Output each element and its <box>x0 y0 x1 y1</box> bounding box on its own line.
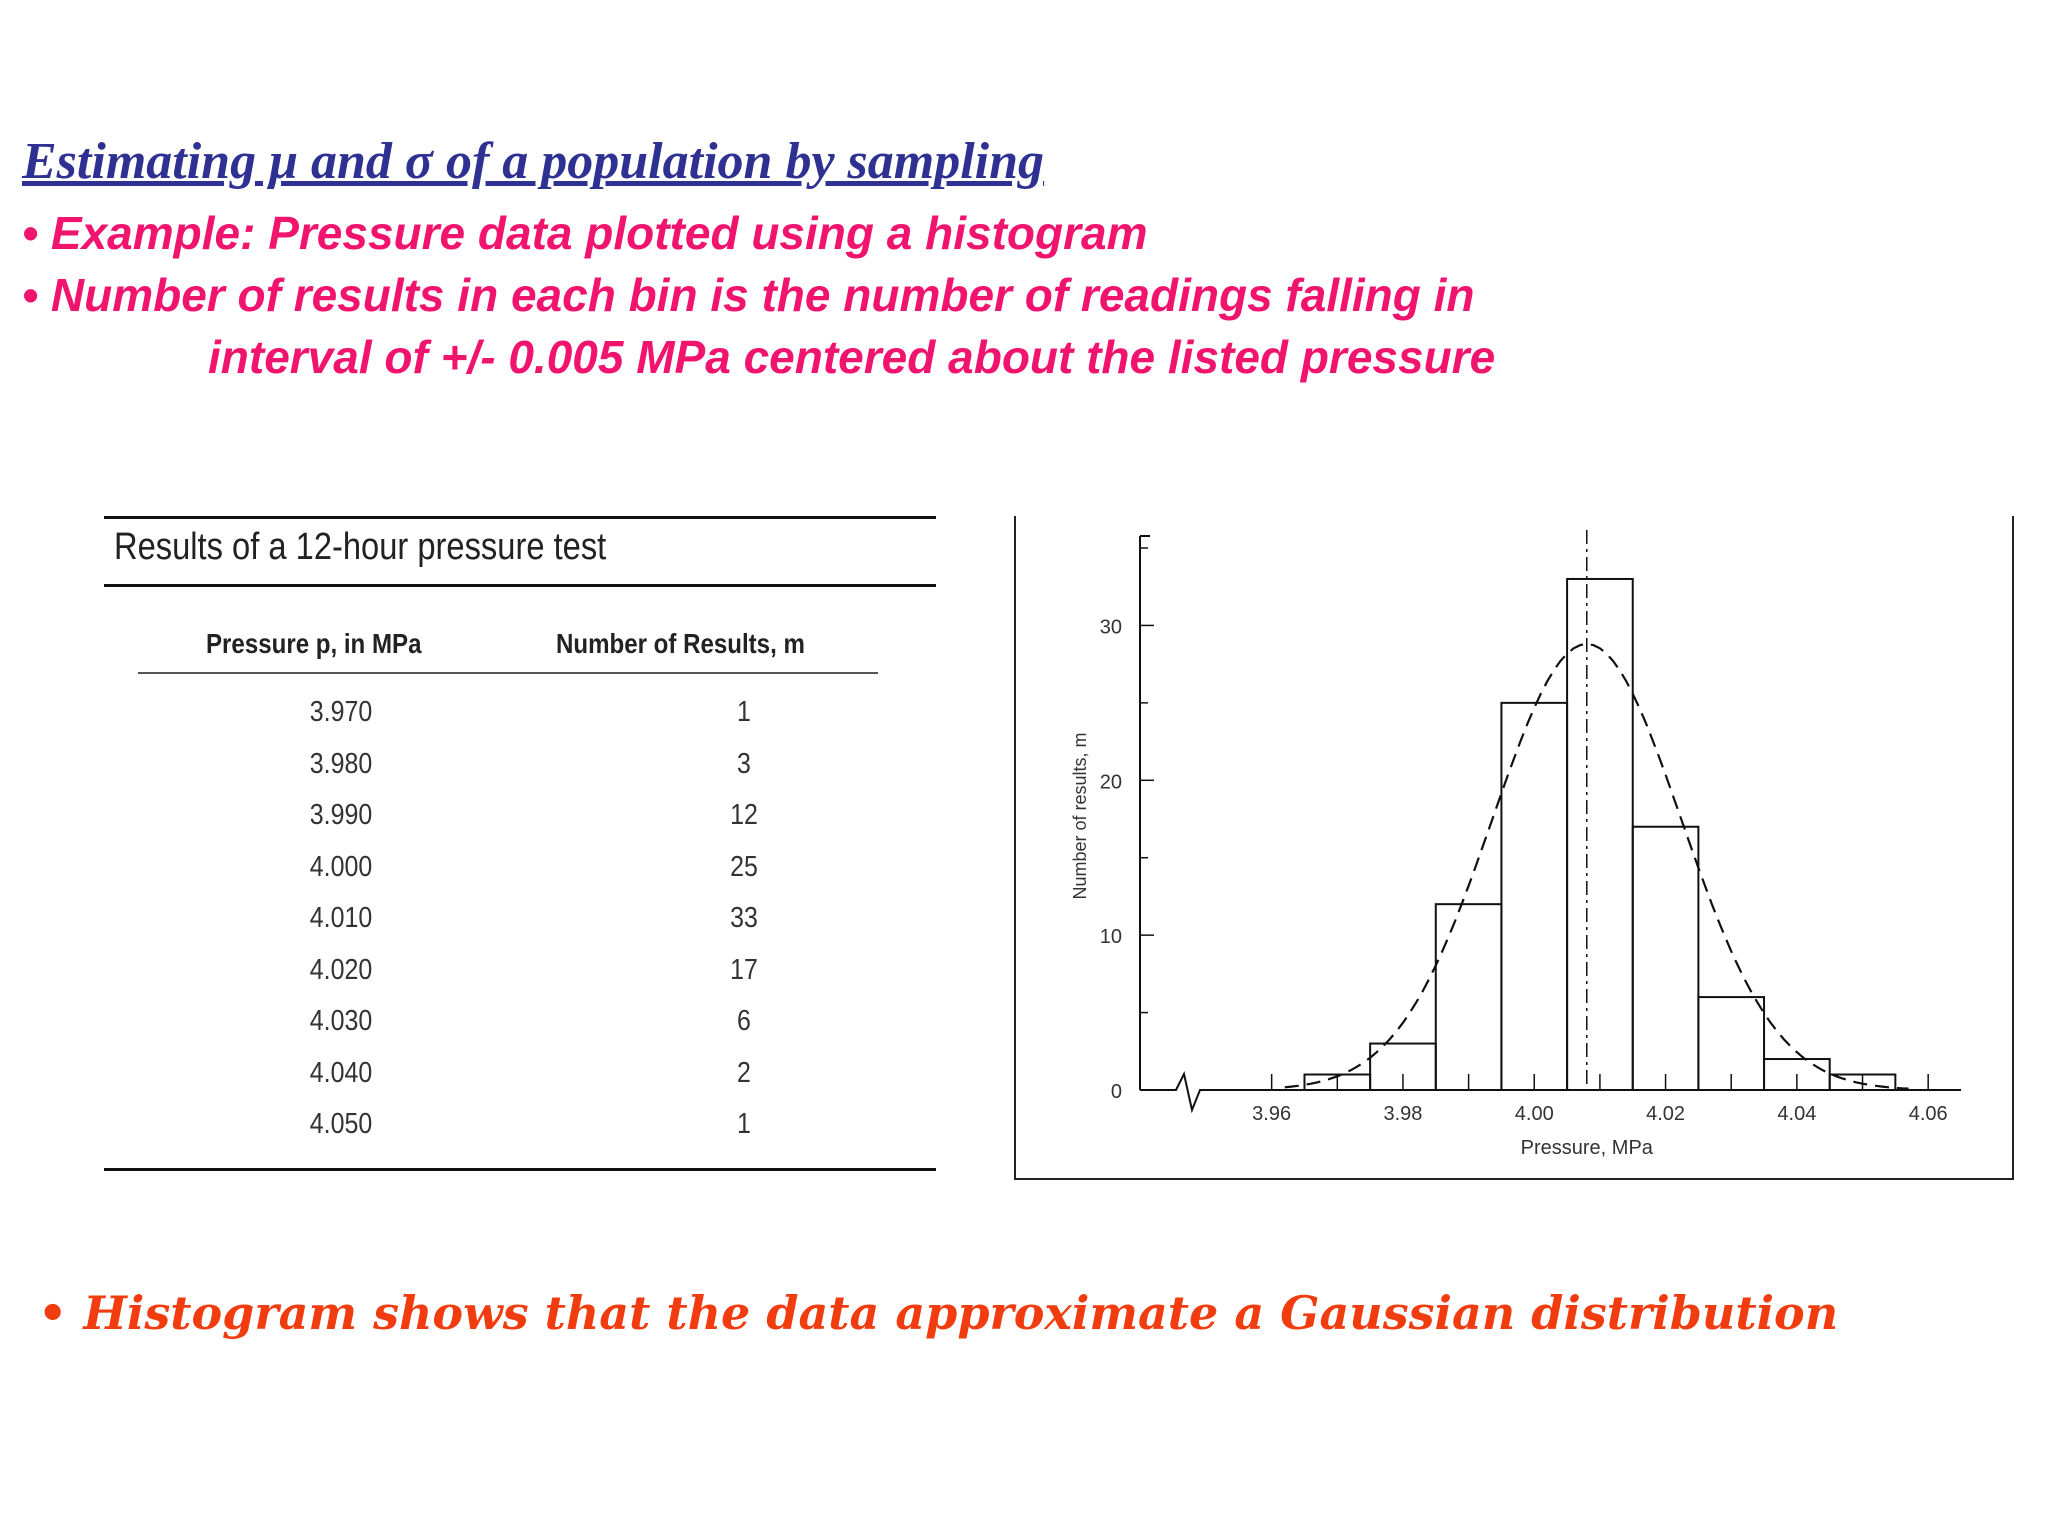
bullet-bins-line2: interval of +/- 0.005 MPa centered about the listed pressure <box>208 331 1496 383</box>
table-row <box>104 1057 936 1097</box>
header-pressure: Pressure p, in MPa <box>206 628 422 659</box>
x-tick-label: 3.96 <box>1252 1103 1292 1125</box>
table-row <box>104 851 936 891</box>
histogram-bar <box>1567 579 1633 1090</box>
cell-pressure: 4.010 <box>309 902 373 934</box>
table-header-rule <box>138 672 878 674</box>
table-row <box>104 696 936 736</box>
table-row <box>104 748 936 788</box>
table-top-rule <box>104 516 936 519</box>
cell-count: 2 <box>737 1056 751 1089</box>
y-tick-label: 30 <box>1099 616 1122 639</box>
histogram-chart <box>1016 516 2012 1178</box>
cell-pressure: 4.020 <box>309 953 373 986</box>
table-row <box>104 954 936 994</box>
slide-title: Estimating μ and σ of a population by sampling <box>22 133 1045 190</box>
histogram-bar <box>1436 904 1502 1090</box>
x-tick-label: 4.06 <box>1908 1103 1948 1125</box>
y-tick-label: 10 <box>1099 926 1122 949</box>
cell-pressure: 3.980 <box>309 747 373 780</box>
cell-count: 1 <box>737 1108 751 1140</box>
x-axis-label: Pressure, MPa <box>1520 1137 1653 1159</box>
histogram-frame <box>1014 516 2014 1180</box>
cell-pressure: 4.030 <box>309 1005 373 1037</box>
cell-count: 25 <box>730 850 758 883</box>
gaussian-curve <box>1285 644 1909 1089</box>
cell-count: 33 <box>730 902 758 934</box>
x-tick-label: 4.00 <box>1514 1103 1554 1125</box>
histogram-bar <box>1633 827 1699 1090</box>
y-axis-label: Number of results, m <box>1070 732 1090 900</box>
x-tick-label: 3.98 <box>1383 1103 1423 1125</box>
table-bottom-rule <box>104 1168 936 1171</box>
bullet-conclusion: • Histogram shows that the data approximate a Gaussian distribution <box>38 1286 1839 1340</box>
header-count: Number of Results, m <box>556 628 805 659</box>
cell-pressure: 3.990 <box>309 799 373 831</box>
table-title-rule <box>104 584 936 587</box>
y-tick-label: 0 <box>1110 1081 1122 1103</box>
x-tick-label: 4.02 <box>1646 1103 1686 1125</box>
cell-count: 17 <box>730 953 758 986</box>
bullet-bins-line1: • Number of results in each bin is the number of readings falling in <box>22 269 1475 321</box>
table-title: Results of a 12-hour pressure test <box>114 526 607 568</box>
table-row <box>104 902 936 942</box>
table-row <box>104 1108 936 1148</box>
cell-pressure: 4.040 <box>309 1056 373 1089</box>
y-tick-label: 20 <box>1099 771 1122 794</box>
cell-pressure: 3.970 <box>309 696 373 728</box>
bullet-example: • Example: Pressure data plotted using a histogram <box>22 207 1148 259</box>
pressure-table <box>104 516 936 1172</box>
table-row <box>104 799 936 839</box>
cell-count: 3 <box>737 747 751 780</box>
table-row <box>104 1005 936 1045</box>
cell-count: 12 <box>730 799 758 831</box>
cell-pressure: 4.050 <box>309 1108 373 1140</box>
cell-pressure: 4.000 <box>309 850 373 883</box>
x-tick-label: 4.04 <box>1777 1103 1817 1125</box>
histogram-bar <box>1501 703 1567 1090</box>
cell-count: 1 <box>737 696 751 728</box>
cell-count: 6 <box>737 1005 751 1037</box>
